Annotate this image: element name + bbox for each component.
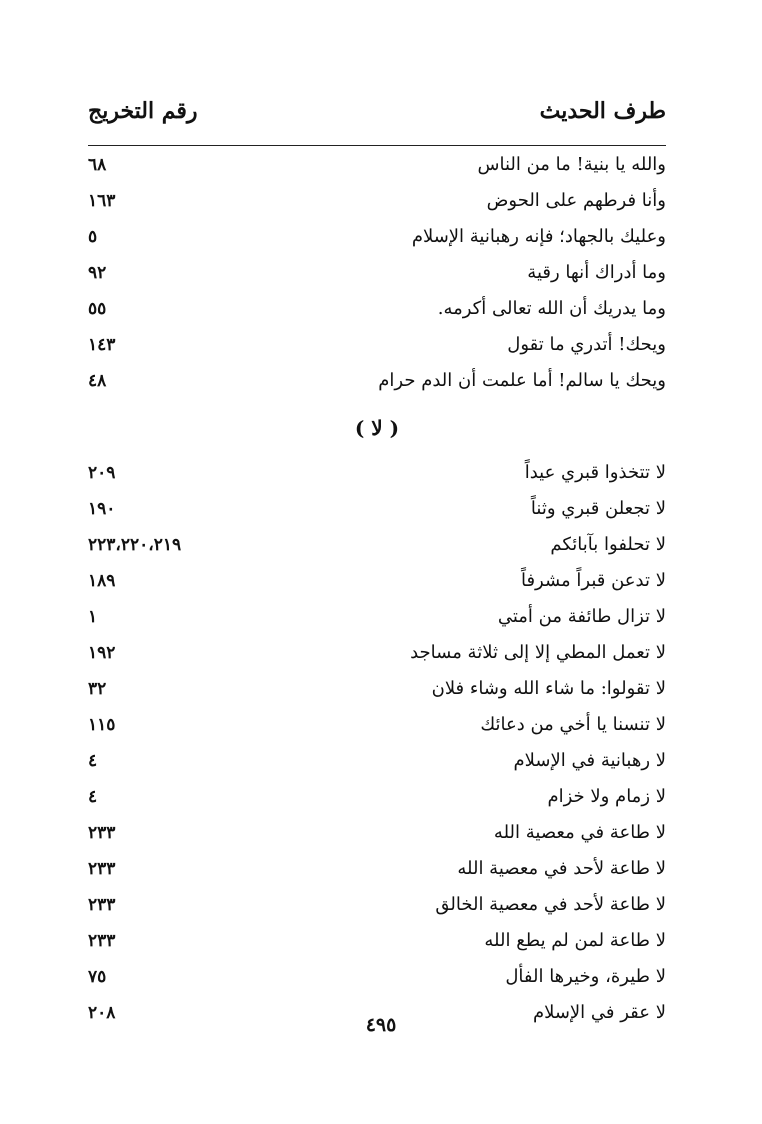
hadith-text: لا طاعة لأحد في معصية الله: [457, 858, 666, 879]
index-list: [88, 150, 666, 1034]
hadith-text: لا طاعة في معصية الله: [493, 822, 666, 843]
reference-number: ٢٢٣،٢٢٠،٢١٩: [88, 535, 182, 555]
index-row: [88, 566, 666, 602]
header-rule: [88, 145, 666, 146]
hadith-text: والله يا بنية! ما من الناس: [477, 154, 666, 175]
hadith-text: وما أدراك أنها رقية: [527, 262, 666, 283]
section-label: ( لا ): [354, 416, 400, 440]
reference-number: ٢٣٣: [88, 859, 116, 879]
rows-before-section: [88, 150, 666, 402]
reference-number: ٦٨: [88, 155, 107, 175]
index-row: [88, 602, 666, 638]
reference-number: ٤: [88, 787, 98, 807]
hadith-text: لا تدعن قبراً مشرفاً: [520, 570, 666, 591]
hadith-text: لا عقر في الإسلام: [532, 1002, 666, 1023]
reference-number: ١٨٩: [88, 571, 116, 591]
hadith-text: وما يدريك أن الله تعالى أكرمه.: [437, 298, 666, 319]
reference-number: ١١٥: [88, 715, 116, 735]
index-row: [88, 746, 666, 782]
reference-number: ١٤٣: [88, 335, 116, 355]
index-row: [88, 782, 666, 818]
hadith-text: لا طاعة لمن لم يطع الله: [484, 930, 666, 951]
index-row: [88, 890, 666, 926]
hadith-text: لا تتخذوا قبري عيداً: [524, 462, 666, 483]
index-row: [88, 222, 666, 258]
hadith-text: وأنا فرطهم على الحوض: [486, 190, 666, 211]
index-row: [88, 458, 666, 494]
index-row: [88, 186, 666, 222]
hadith-text: لا تنسنا يا أخي من دعائك: [480, 714, 666, 735]
index-row: [88, 494, 666, 530]
index-row: [88, 366, 666, 402]
index-row: [88, 258, 666, 294]
index-row: [88, 926, 666, 962]
index-row: [88, 674, 666, 710]
index-row: [88, 150, 666, 186]
hadith-text: لا زمام ولا خزام: [547, 786, 666, 807]
hadith-text: لا تحلفوا بآبائكم: [550, 534, 666, 555]
index-row: [88, 710, 666, 746]
hadith-text: لا طيرة، وخيرها الفأل: [505, 966, 666, 987]
reference-number: ٥: [88, 227, 98, 247]
reference-number: ٧٥: [88, 967, 107, 987]
hadith-text: وعليك بالجهاد؛ فإنه رهبانية الإسلام: [411, 226, 666, 247]
hadith-text: لا تجعلن قبري وثناً: [530, 498, 666, 519]
reference-number: ٢٠٩: [88, 463, 116, 483]
section-heading: [88, 402, 666, 458]
index-row: [88, 530, 666, 566]
reference-number: ٩٢: [88, 263, 107, 283]
index-row: [88, 854, 666, 890]
hadith-column-heading: طرف الحديث: [539, 98, 666, 124]
reference-number: ٢٣٣: [88, 895, 116, 915]
page-number: ٤٩٥: [365, 1014, 397, 1036]
reference-number: ١: [88, 607, 98, 627]
reference-number: ١٩٢: [88, 643, 116, 663]
reference-number: ١٦٣: [88, 191, 116, 211]
hadith-text: لا تقولوا: ما شاء الله وشاء فلان: [431, 678, 666, 699]
reference-number: ٢٣٣: [88, 823, 116, 843]
hadith-text: لا رهبانية في الإسلام: [513, 750, 666, 771]
index-row: [88, 638, 666, 674]
index-row: [88, 294, 666, 330]
rows-after-section: [88, 458, 666, 1034]
hadith-text: لا طاعة لأحد في معصية الخالق: [435, 894, 666, 915]
reference-number: ٢٣٣: [88, 931, 116, 951]
index-row: [88, 962, 666, 998]
hadith-text: لا تزال طائفة من أمتي: [497, 606, 666, 627]
index-row: [88, 330, 666, 366]
reference-number: ٤٨: [88, 371, 107, 391]
number-column-heading: رقم التخريج: [88, 98, 198, 124]
hadith-text: لا تعمل المطي إلا إلى ثلاثة مساجد: [410, 642, 666, 663]
hadith-text: ويحك يا سالم! أما علمت أن الدم حرام: [378, 370, 666, 391]
reference-number: ٣٢: [88, 679, 107, 699]
reference-number: ٢٠٨: [88, 1003, 116, 1023]
table-header: [88, 98, 666, 132]
reference-number: ٥٥: [88, 299, 107, 319]
index-row: [88, 818, 666, 854]
reference-number: ١٩٠: [88, 499, 116, 519]
hadith-text: ويحك! أتدري ما تقول: [507, 334, 666, 355]
reference-number: ٤: [88, 751, 98, 771]
